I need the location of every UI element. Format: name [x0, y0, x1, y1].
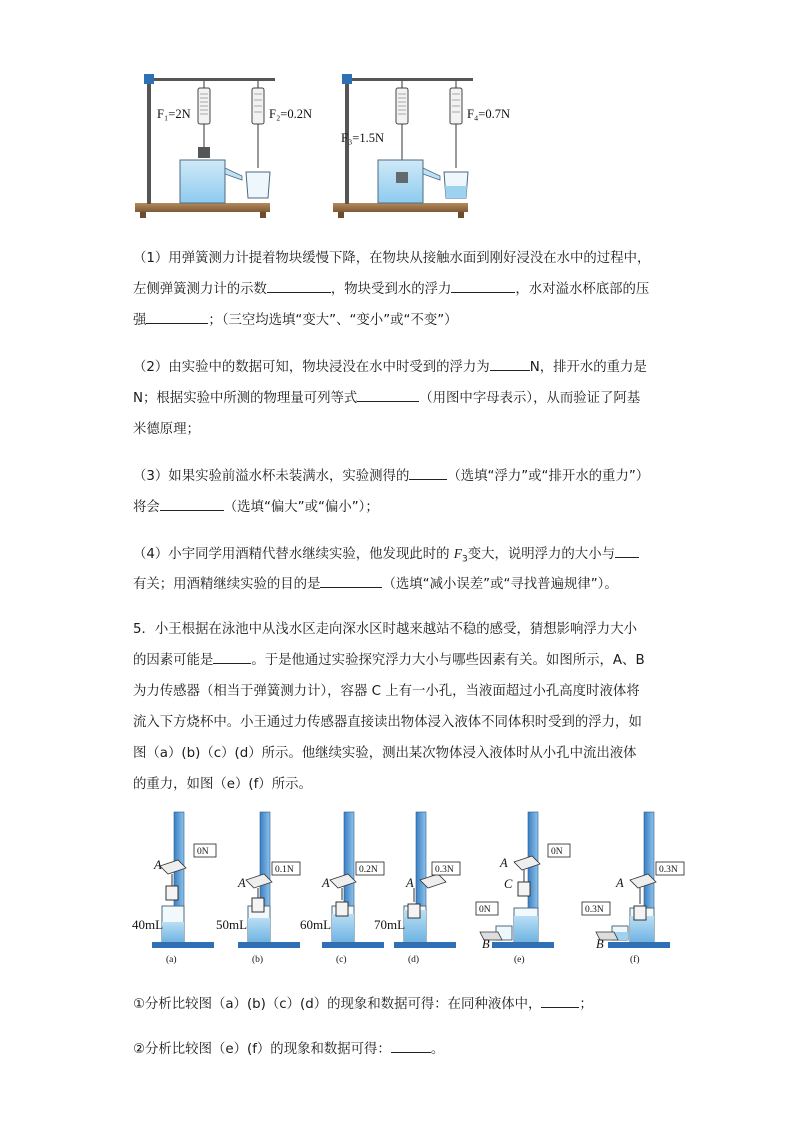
- container-c-label: C: [504, 877, 513, 891]
- sensor-a-label: A: [238, 876, 246, 890]
- sensor-a-label: A: [500, 856, 508, 870]
- caption-b: (b): [252, 955, 264, 965]
- q2-line3: 米德原理；: [133, 422, 200, 437]
- reading-d: 0.3N: [435, 865, 454, 875]
- figure-overflow-experiment: [130, 68, 520, 223]
- apparatus-right: [333, 74, 510, 218]
- q4-line1: （4）小宇同学用酒精代替水继续实验，他发现此时的 $F_3$变大，说明浮力的大小与: [133, 538, 673, 576]
- caption-f: (f): [630, 955, 640, 965]
- sub-question-1: ①分析比较图（a）(b)（c）(d）的现象和数据可得：在同种液体中， ；: [133, 989, 673, 1020]
- reading-c: 0.2N: [359, 865, 378, 875]
- sensor-a-label: A: [406, 876, 414, 890]
- q2-line1: （2）由实验中的数据可知，物块浸没在水中时受到的浮力为 N，排开水的重力是: [133, 352, 673, 383]
- reading-f-b: 0.3N: [585, 905, 604, 915]
- volume-c: 60mL: [300, 917, 332, 932]
- stand-arm: [147, 78, 275, 81]
- sub-question-2: ②分析比较图（e）(f）的现象和数据可得： 。: [133, 1034, 673, 1065]
- q5-line3: 为力传感器（相当于弹簧测力计），容器 C 上有一小孔，当液面超过小孔高度时液体将: [133, 684, 640, 699]
- stand-base: [135, 203, 270, 212]
- caption-a: (a): [166, 955, 177, 965]
- answer-blank[interactable]: [357, 387, 419, 402]
- spring-scale-3: [396, 81, 408, 172]
- f4-label: F₄=0.7N: [467, 107, 511, 121]
- reading-e: 0N: [551, 847, 563, 857]
- metal-block: [198, 147, 210, 158]
- q2-line2: N；根据实验中所测的物理量可列等式 （用图中字母表示），从而验证了阿基: [133, 383, 673, 414]
- sensor-b-label: B: [482, 937, 490, 951]
- panel-d: [374, 812, 460, 965]
- caption-e: (e): [514, 955, 525, 965]
- q1-line2: 左侧弹簧测力计的示数 ，物块受到水的浮力 ，水对溢水杯底部的压: [133, 274, 673, 305]
- stand-rod: [147, 76, 151, 204]
- caption-d: (d): [408, 955, 420, 965]
- sensor-b-label: B: [596, 937, 604, 951]
- answer-blank[interactable]: [320, 573, 382, 588]
- volume-b: 50mL: [216, 917, 248, 932]
- q5-line1: 5．小王根据在泳池中从浅水区走向深水区时越来越站不稳的感受，猜想影响浮力大小: [133, 622, 637, 637]
- reading-b: 0.1N: [275, 865, 294, 875]
- answer-blank[interactable]: [391, 1038, 431, 1053]
- answer-blank[interactable]: [541, 993, 579, 1008]
- answer-blank[interactable]: [213, 649, 251, 664]
- reading-a: 0N: [197, 847, 209, 857]
- panel-c: [300, 812, 384, 965]
- q4-line2: 有关；用酒精继续实验的目的是 （选填“减小误差”或“寻找普遍规律”）。: [133, 569, 673, 600]
- panel-f: [582, 812, 684, 965]
- spring-scale-1: [198, 81, 210, 158]
- q5-line2: 的因素可能是 。于是他通过实验探究浮力大小与哪些因素有关。如图所示，A、B: [133, 645, 673, 676]
- caption-c: (c): [336, 955, 347, 965]
- panel-e: [476, 812, 570, 965]
- volume-a: 40mL: [132, 917, 164, 932]
- f3-label: F₃=1.5N: [341, 131, 385, 145]
- f2-label: F₂=0.2N: [269, 107, 313, 121]
- panel-a: [132, 812, 216, 965]
- answer-blank[interactable]: [490, 356, 530, 371]
- sensor-a-label: A: [322, 876, 330, 890]
- q5-line4: 流入下方烧杯中。小王通过力传感器直接读出物体浸入液体不同体积时受到的浮力，如: [133, 715, 642, 730]
- spring-scale-2: [246, 81, 270, 198]
- overflow-cup-2: [378, 160, 440, 203]
- answer-blank[interactable]: [146, 309, 208, 324]
- spring-scale-4: [444, 81, 468, 198]
- answer-blank[interactable]: [451, 278, 515, 293]
- answer-blank[interactable]: [615, 543, 639, 558]
- q5-line6: 的重力，如图（e）(f）所示。: [133, 777, 312, 792]
- sensor-a-label: A: [154, 858, 162, 872]
- apparatus-left: [135, 74, 312, 218]
- q1-line3: 强 ；（三空均选填“变大”、“变小”或“不变”）: [133, 305, 673, 336]
- answer-blank[interactable]: [160, 496, 224, 511]
- q3-line1: （3）如果实验前溢水杯未装满水，实验测得的 （选填“浮力”或“排开水的重力”）: [133, 461, 673, 492]
- reading-f: 0.3N: [659, 865, 678, 875]
- q1-line1: （1）用弹簧测力计提着物块缓慢下降，在物块从接触水面到刚好浸没在水中的过程中，: [133, 251, 651, 266]
- sensor-a-label: A: [616, 876, 624, 890]
- answer-blank[interactable]: [409, 465, 447, 480]
- q5-line5: 图（a）(b)（c）(d）所示。他继续实验，测出某次物体浸入液体时从小孔中流出液体: [133, 746, 637, 761]
- overflow-cup: [180, 160, 242, 203]
- panel-b: [216, 812, 300, 965]
- reading-e-b: 0N: [479, 905, 491, 915]
- f1-label: F₁=2N: [157, 107, 191, 121]
- volume-d: 70mL: [374, 917, 406, 932]
- answer-blank[interactable]: [267, 278, 331, 293]
- q3-line2: 将会 （选填“偏大”或“偏小”）；: [133, 492, 673, 523]
- figure-sensor-experiment: [130, 808, 690, 970]
